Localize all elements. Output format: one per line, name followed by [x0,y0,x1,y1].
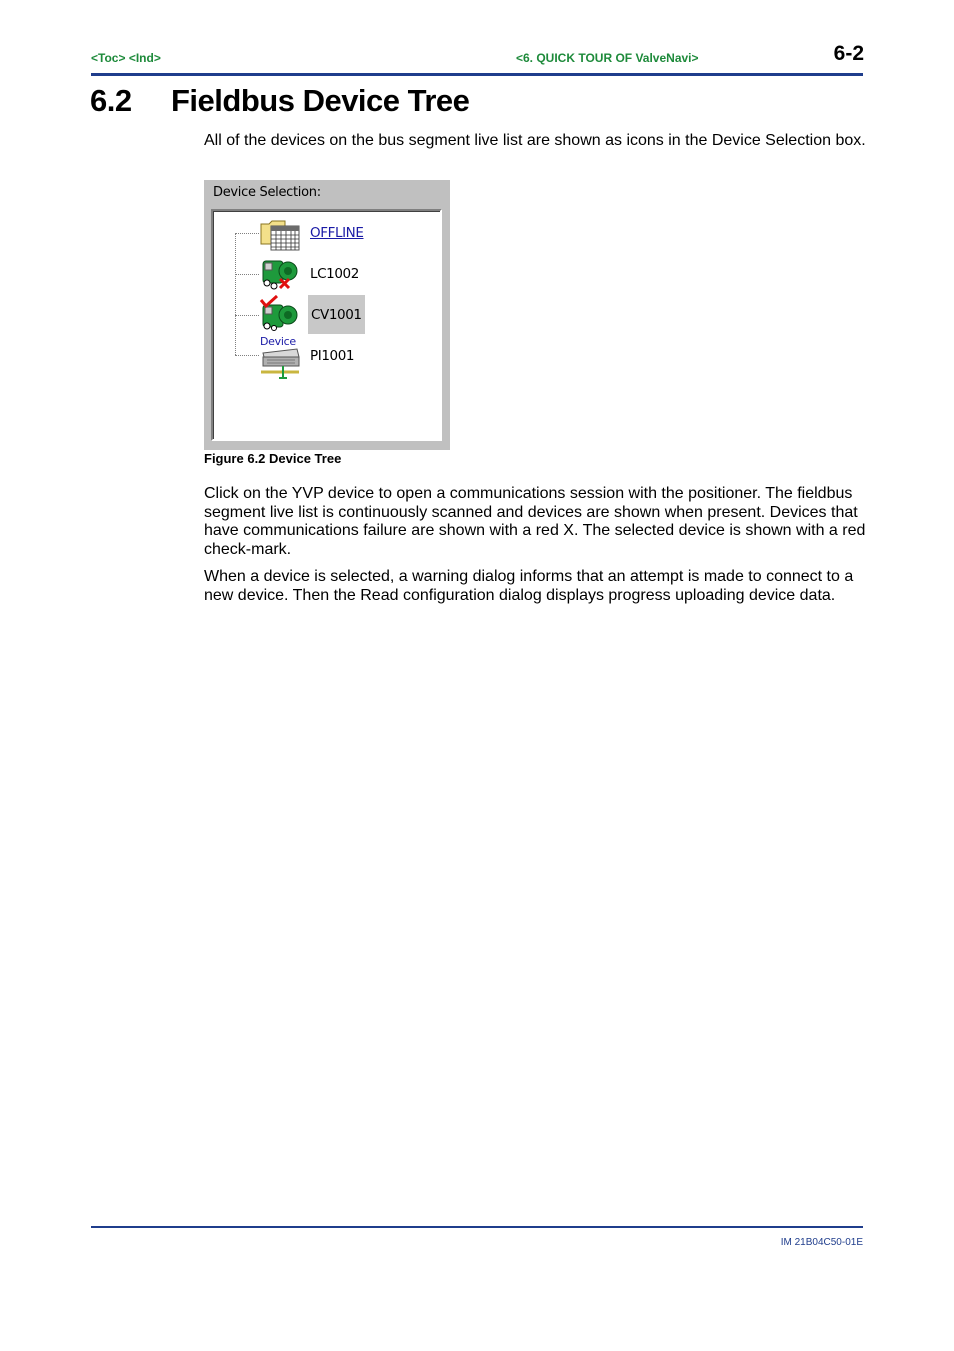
section-title [90,83,469,119]
ind-link[interactable]: <Ind> [128,51,161,65]
intro-paragraph: All of the devices on the bus segment live list are shown as icons in the Device Selection box. [204,132,866,149]
tree-connector [235,274,259,275]
tree-node-pi1001[interactable]: PI1001 [310,348,355,364]
chapter-heading: <6. QUICK TOUR OF ValveNavi> [516,51,699,65]
header-nav [91,51,161,65]
device-selection-label: Device Selection: [213,185,321,200]
tree-node-lc1002[interactable]: LC1002 [310,266,359,282]
header-rule [91,73,863,76]
page-number: 6-2 [833,42,864,65]
tree-connector [235,315,259,316]
device-selected-icon[interactable] [259,295,301,331]
toc-link[interactable]: <Toc> [91,51,126,65]
fieldbus-interface-icon[interactable] [259,345,301,381]
footer-rule [91,1226,863,1228]
tree-connector-vertical [235,233,236,355]
figure-caption: Figure 6.2 Device Tree [204,451,342,466]
section-title-text: Fieldbus Device Tree [171,83,470,118]
device-comm-failure-icon[interactable] [259,257,301,293]
device-tree [211,209,442,441]
tree-node-offline[interactable]: OFFLINE [310,225,364,241]
tree-connector [235,355,259,356]
body-paragraph: Click on the YVP device to open a communications session with the positioner. The fieldbus segment live list is continuously scanned and devices are shown when present. Devices that have communications failure are shown with a red X. The selected device is shown with a red check-mark. [204,485,866,558]
document-id: IM 21B04C50-01E [780,1237,863,1248]
tree-connector [235,233,259,234]
offline-calendar-icon[interactable] [259,216,301,252]
section-number: 6.2 [90,83,132,118]
device-selection-panel [204,180,450,450]
device-tooltip: Device [260,335,296,348]
body-paragraph: When a device is selected, a warning dialog informs that an attempt is made to connect to a new device. Then the Read configuration dialog displays progress uploading device data. [204,568,854,604]
tree-node-cv1001[interactable]: CV1001 [308,295,365,334]
